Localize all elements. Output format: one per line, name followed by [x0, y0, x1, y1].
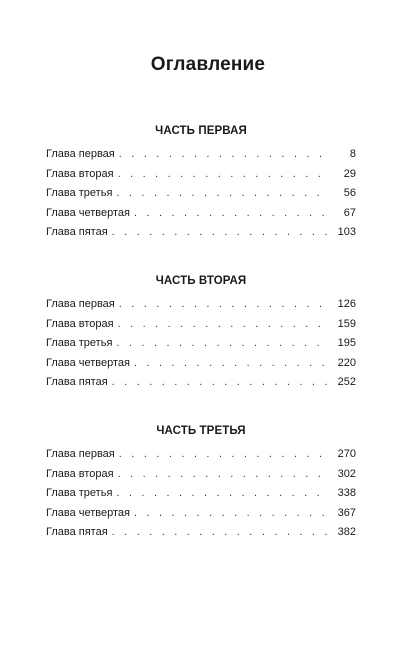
chapter-label: Глава вторая: [46, 467, 114, 480]
dot-leader: [112, 373, 328, 393]
dot-leader: [112, 523, 328, 543]
toc-entry: [46, 504, 356, 524]
dot-leader: [116, 334, 328, 354]
dot-leader: [118, 315, 328, 335]
dot-leader: [116, 484, 328, 504]
chapter-label: Глава третья: [46, 337, 113, 350]
page-number: 302: [337, 467, 356, 480]
page-number: 367: [337, 506, 356, 519]
dot-leader: [118, 465, 328, 485]
chapter-label: Глава третья: [46, 187, 113, 200]
page-number: 382: [337, 526, 356, 539]
chapter-label: Глава третья: [46, 487, 113, 500]
toc-entry: [46, 184, 356, 204]
toc-entry: [46, 165, 356, 185]
dot-leader: [116, 184, 328, 204]
chapter-label: Глава четвертая: [46, 356, 130, 369]
dot-leader: [112, 223, 328, 243]
toc-part-2: [46, 273, 356, 393]
chapter-label: Глава первая: [46, 297, 115, 310]
chapter-label: Глава четвертая: [46, 206, 130, 219]
page-number: 338: [337, 487, 356, 500]
page-number: 220: [337, 356, 356, 369]
toc-entry: [46, 484, 356, 504]
page-number: 195: [337, 337, 356, 350]
page-number: 126: [337, 297, 356, 310]
toc-entry: [46, 315, 356, 335]
page-number: 103: [337, 226, 356, 239]
part-title: ЧАСТЬ ВТОРАЯ: [155, 274, 247, 287]
chapter-label: Глава первая: [46, 148, 115, 160]
part-title: ЧАСТЬ ТРЕТЬЯ: [156, 424, 246, 437]
chapter-label: Глава вторая: [46, 317, 114, 330]
page-number: 8: [349, 148, 356, 160]
page-number: 67: [343, 206, 356, 219]
dot-leader: [118, 165, 328, 185]
dot-leader: [119, 145, 328, 165]
toc-entry: [46, 204, 356, 224]
chapter-label: Глава пятая: [46, 226, 108, 239]
page-number: 252: [337, 376, 356, 389]
toc-entry: [46, 223, 356, 243]
toc-entry: [46, 465, 356, 485]
page-title: Оглавление: [150, 54, 266, 75]
toc-entry: [46, 523, 356, 543]
toc-entry: [46, 334, 356, 354]
dot-leader: [134, 354, 328, 374]
table-of-contents: [46, 123, 356, 573]
dot-leader: [134, 204, 328, 224]
chapter-label: Глава пятая: [46, 376, 108, 389]
part-title: ЧАСТЬ ПЕРВАЯ: [155, 125, 247, 137]
toc-entry: [46, 354, 356, 374]
toc-entry: [46, 373, 356, 393]
page-number: 159: [337, 317, 356, 330]
page-number: 29: [343, 167, 356, 180]
chapter-label: Глава вторая: [46, 167, 114, 180]
page-number: 56: [343, 187, 356, 200]
toc-part-3: [46, 423, 356, 543]
toc-part-1: [46, 123, 356, 243]
toc-entry: [46, 445, 356, 465]
chapter-label: Глава пятая: [46, 526, 108, 539]
page-number: 270: [337, 447, 356, 460]
chapter-label: Глава первая: [46, 447, 115, 460]
dot-leader: [119, 295, 328, 315]
dot-leader: [119, 445, 328, 465]
toc-entry: [46, 295, 356, 315]
dot-leader: [134, 504, 328, 524]
toc-entry: [46, 145, 356, 165]
chapter-label: Глава четвертая: [46, 506, 130, 519]
